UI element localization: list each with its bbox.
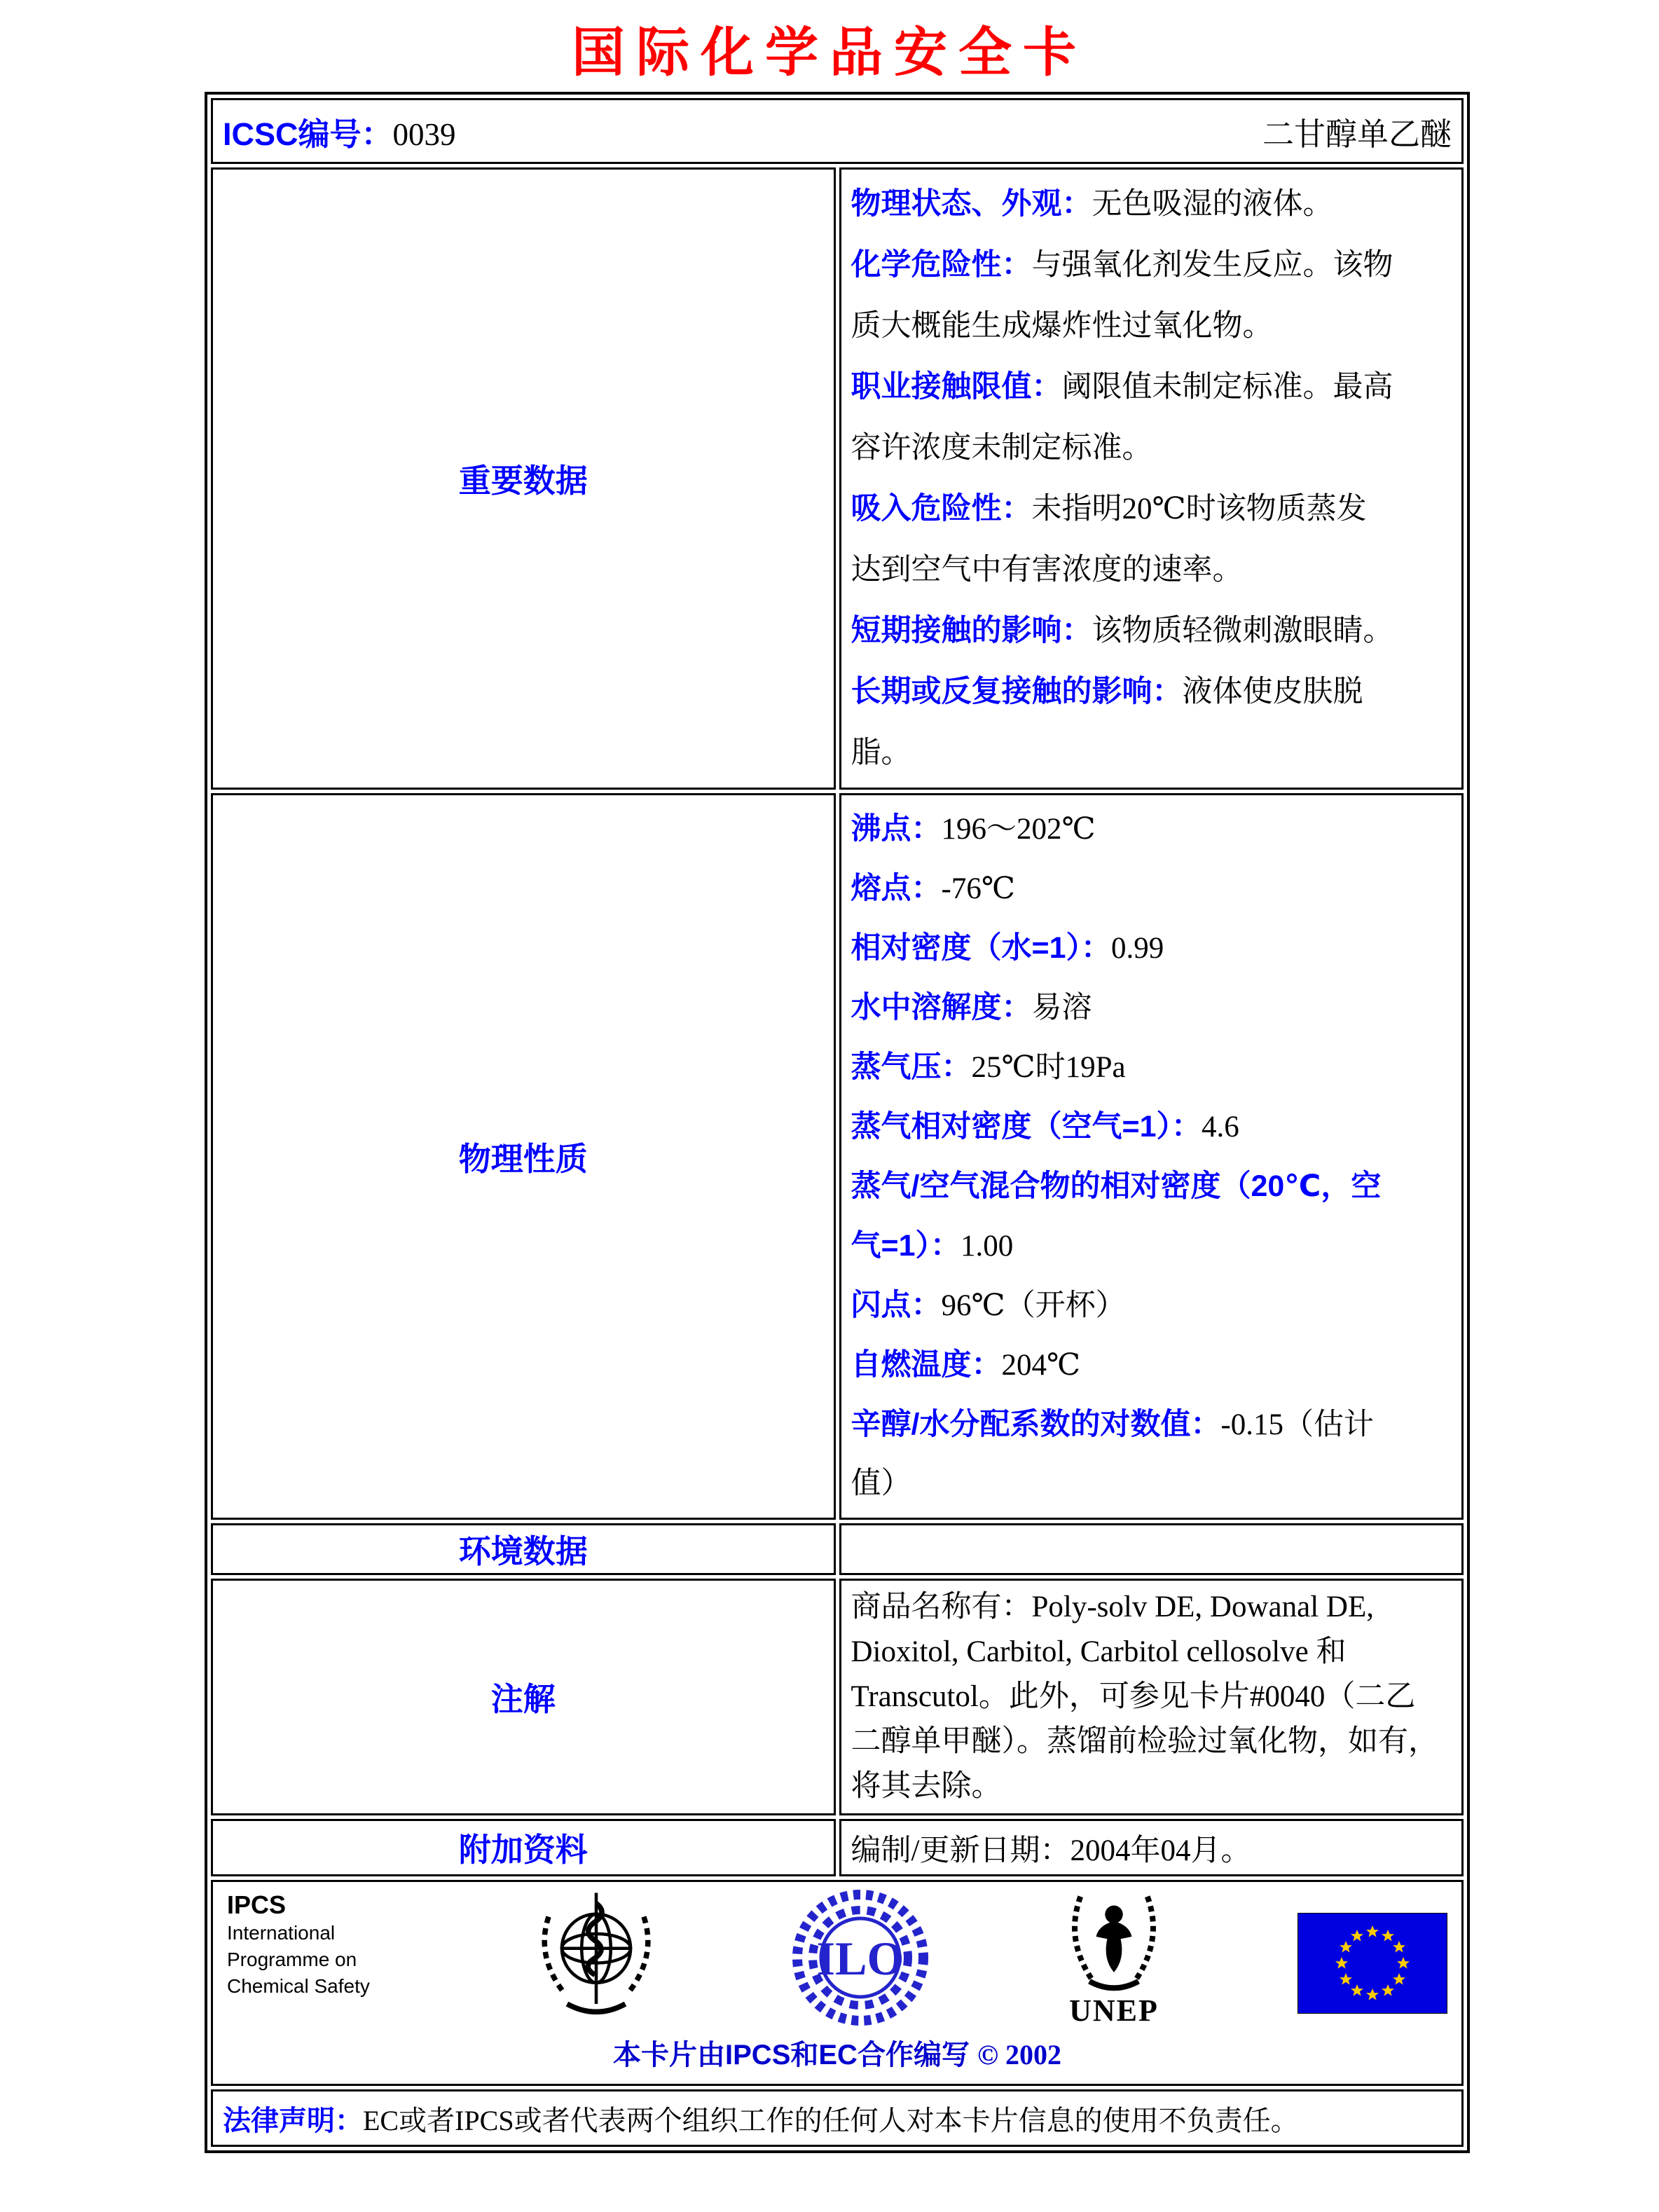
field-label: 长期或反复接触的影响：	[851, 675, 1183, 708]
additional-info-content	[839, 1819, 1464, 1876]
ipcs-line: Programme on	[227, 1949, 357, 1970]
field-line	[851, 919, 1395, 978]
legal-label: 法律声明：	[223, 2105, 363, 2136]
field-label: 闪点：	[851, 1289, 942, 1322]
eu-flag-icon	[1297, 1888, 1447, 2014]
field-line	[851, 174, 1395, 235]
field-label: 沸点：	[851, 812, 942, 846]
legal-cell	[211, 2089, 1464, 2147]
field-value: 与强氧化剂发生反应。该物质大概能生成爆炸性过氧化物。	[851, 249, 1393, 343]
legal-row	[211, 2089, 1464, 2147]
environmental-data-content	[839, 1523, 1464, 1575]
field-label: 吸入危险性：	[851, 492, 1032, 525]
field-label: 蒸气相对密度（空气=1）：	[851, 1110, 1202, 1143]
icsc-card-table	[205, 92, 1470, 2153]
ipcs-line: Chemical Safety	[227, 1975, 370, 1997]
field-line	[851, 1335, 1395, 1395]
field-line	[851, 235, 1395, 357]
unep-wordmark: UNEP	[1069, 1993, 1159, 2028]
section-label-additional-info: 附加资料	[211, 1819, 836, 1876]
important-data-content	[839, 167, 1464, 790]
field-label: 化学危险性：	[851, 248, 1032, 282]
field-line	[851, 661, 1395, 783]
credit-text: 本卡片由IPCS和EC合作编写	[613, 2040, 970, 2070]
field-value: 0.99	[1111, 932, 1164, 965]
field-label: 物理状态、外观：	[851, 187, 1092, 221]
section-label-important-data: 重要数据	[211, 167, 836, 790]
copyright-text: © 2002	[977, 2039, 1061, 2070]
credit-line	[227, 2033, 1447, 2073]
logos-cell	[211, 1880, 1464, 2086]
field-value: 该物质轻微刺激眼睛。	[1092, 614, 1393, 647]
field-line	[851, 1157, 1395, 1276]
field-line	[851, 357, 1395, 479]
chemical-name: 二甘醇单乙醚	[1262, 116, 1452, 152]
field-value: -0.15（估计值）	[851, 1408, 1375, 1500]
icsc-number-group	[223, 109, 456, 154]
field-line	[851, 1276, 1395, 1335]
field-value: 未指明20℃时该物质蒸发达到空气中有害浓度的速率。	[851, 493, 1367, 586]
icsc-number-label: ICSC编号：	[223, 116, 393, 152]
field-label: 短期接触的影响：	[851, 614, 1092, 647]
important-data-row	[211, 167, 1464, 790]
field-label: 相对密度（水=1）：	[851, 931, 1112, 965]
field-line	[851, 600, 1395, 661]
field-value: 4.6	[1202, 1111, 1239, 1143]
field-line	[851, 859, 1395, 919]
notes-text: 商品名称有：Poly-solv DE, Dowanal DE, Dioxitol, Carbitol, Carbitol cellosolve 和 Transcutol。此外，可参见卡片#0040（二乙二醇单甲醚）。蒸馏前检验过氧化物，如有，将其去除。	[851, 1591, 1438, 1803]
field-value: 液体使皮肤脱脂。	[851, 675, 1363, 769]
legal-text: EC或者IPCS或者代表两个组织工作的任何人对本卡片信息的使用不负责任。	[363, 2104, 1299, 2136]
field-line	[851, 978, 1395, 1038]
field-value: -76℃	[941, 872, 1015, 905]
page-title: 国际化学品安全卡	[572, 21, 1087, 83]
field-line	[851, 1097, 1395, 1157]
field-line	[851, 799, 1395, 859]
notes-content	[839, 1579, 1464, 1815]
section-label-notes: 注解	[211, 1579, 836, 1815]
ipcs-line: International	[227, 1922, 336, 1944]
field-line	[851, 1395, 1395, 1513]
ipcs-text-block	[227, 1888, 402, 2000]
ilo-logo-icon	[790, 1888, 930, 2028]
field-value: 204℃	[1001, 1349, 1081, 1382]
field-label: 蒸气压：	[851, 1050, 972, 1084]
header-row	[211, 98, 1464, 164]
field-label: 熔点：	[851, 872, 942, 905]
field-line	[851, 479, 1395, 600]
field-label: 蒸气/空气混合物的相对密度（20℃，空气=1）：	[851, 1169, 1382, 1263]
notes-row	[211, 1579, 1464, 1815]
physical-properties-row	[211, 793, 1464, 1520]
section-label-environmental-data: 环境数据	[211, 1523, 836, 1575]
icsc-number-value: 0039	[392, 116, 456, 152]
field-label: 水中溶解度：	[851, 991, 1032, 1024]
field-label: 辛醇/水分配系数的对数值：	[851, 1408, 1221, 1441]
field-line	[851, 1038, 1395, 1097]
additional-info-row	[211, 1819, 1464, 1876]
logos-row	[211, 1880, 1464, 2086]
ipcs-acronym: IPCS	[227, 1890, 287, 1919]
who-logo-icon	[530, 1888, 663, 2028]
field-value: 阈限值未制定标准。最高容许浓度未制定标准。	[851, 371, 1393, 465]
environmental-data-row	[211, 1523, 1464, 1575]
field-value: 25℃时19Pa	[971, 1051, 1126, 1084]
field-label: 自燃温度：	[851, 1348, 1002, 1382]
field-value: 196～202℃	[941, 813, 1096, 846]
field-label: 职业接触限值：	[851, 370, 1062, 404]
section-label-physical-properties: 物理性质	[211, 793, 836, 1520]
additional-info-text: 编制/更新日期：2004年04月。	[851, 1834, 1251, 1867]
unep-logo-icon	[1058, 1888, 1170, 2028]
field-value: 1.00	[961, 1230, 1014, 1263]
physical-properties-content	[839, 793, 1464, 1520]
field-value: 96℃（开杯）	[941, 1289, 1126, 1322]
ilo-letters: ILO	[816, 1932, 904, 1985]
header-cell	[211, 98, 1464, 164]
field-value: 易溶	[1031, 991, 1092, 1024]
field-value: 无色吸湿的液体。	[1092, 188, 1333, 221]
